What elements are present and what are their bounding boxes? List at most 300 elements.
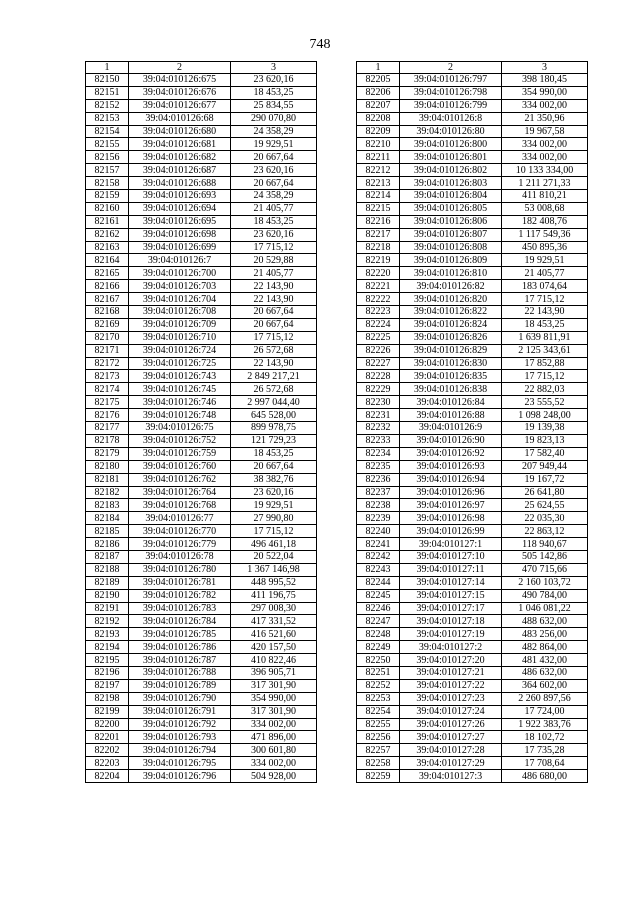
table-row: [86, 383, 317, 396]
table-row: [86, 344, 317, 357]
cadastral-number-cell: 39:04:010126:68: [129, 112, 231, 125]
cadastral-number-cell: 39:04:010126:790: [129, 692, 231, 705]
row-number-cell: 82207: [357, 99, 400, 112]
cadastral-number-cell: 39:04:010127:26: [400, 718, 502, 731]
cadastral-number-cell: 39:04:010126:704: [129, 293, 231, 306]
row-number-cell: 82189: [86, 576, 129, 589]
row-number-cell: 82153: [86, 112, 129, 125]
table-row: [357, 512, 588, 525]
row-number-cell: 82170: [86, 331, 129, 344]
value-cell: 488 632,00: [502, 615, 588, 628]
table-row: [357, 190, 588, 203]
row-number-cell: 82227: [357, 357, 400, 370]
cadastral-number-cell: 39:04:010126:725: [129, 357, 231, 370]
row-number-cell: 82212: [357, 164, 400, 177]
row-number-cell: 82151: [86, 86, 129, 99]
table-row: [86, 447, 317, 460]
table-row: [86, 422, 317, 435]
value-cell: 17 715,12: [231, 331, 317, 344]
cadastral-number-cell: 39:04:010127:11: [400, 563, 502, 576]
value-cell: 20 522,04: [231, 550, 317, 563]
value-cell: 496 461,18: [231, 538, 317, 551]
cadastral-number-cell: 39:04:010127:15: [400, 589, 502, 602]
value-cell: 1 922 383,76: [502, 718, 588, 731]
cadastral-number-cell: 39:04:010126:770: [129, 525, 231, 538]
cadastral-number-cell: 39:04:010126:779: [129, 538, 231, 551]
value-cell: 411 810,21: [502, 190, 588, 203]
cadastral-number-cell: 39:04:010127:21: [400, 666, 502, 679]
value-cell: 17 708,64: [502, 757, 588, 770]
value-cell: 22 143,90: [231, 280, 317, 293]
cadastral-number-cell: 39:04:010126:676: [129, 86, 231, 99]
row-number-cell: 82217: [357, 228, 400, 241]
row-number-cell: 82208: [357, 112, 400, 125]
value-cell: 470 715,66: [502, 563, 588, 576]
value-cell: 19 967,58: [502, 125, 588, 138]
row-number-cell: 82160: [86, 202, 129, 215]
value-cell: 23 620,16: [231, 164, 317, 177]
value-cell: 300 601,80: [231, 744, 317, 757]
value-cell: 448 995,52: [231, 576, 317, 589]
table-row: [86, 744, 317, 757]
cadastral-number-cell: 39:04:010127:24: [400, 705, 502, 718]
table-row: [357, 447, 588, 460]
value-cell: 17 715,12: [231, 241, 317, 254]
cadastral-number-cell: 39:04:010126:781: [129, 576, 231, 589]
cadastral-number-cell: 39:04:010126:797: [400, 74, 502, 87]
row-number-cell: 82244: [357, 576, 400, 589]
table-row: [357, 112, 588, 125]
value-cell: 22 035,30: [502, 512, 588, 525]
table-row: [86, 731, 317, 744]
table-row: [357, 434, 588, 447]
row-number-cell: 82246: [357, 602, 400, 615]
row-number-cell: 82203: [86, 757, 129, 770]
row-number-cell: 82158: [86, 177, 129, 190]
row-number-cell: 82204: [86, 770, 129, 783]
value-cell: 899 978,75: [231, 422, 317, 435]
value-cell: 297 008,30: [231, 602, 317, 615]
cadastral-number-cell: 39:04:010126:709: [129, 318, 231, 331]
value-cell: 1 211 271,33: [502, 177, 588, 190]
row-number-cell: 82255: [357, 718, 400, 731]
cadastral-number-cell: 39:04:010126:743: [129, 370, 231, 383]
value-cell: 26 572,68: [231, 383, 317, 396]
value-cell: 1 367 146,98: [231, 563, 317, 576]
cadastral-number-cell: 39:04:010127:20: [400, 654, 502, 667]
table-row: [86, 718, 317, 731]
cadastral-number-cell: 39:04:010126:8: [400, 112, 502, 125]
row-number-cell: 82186: [86, 538, 129, 551]
header-cell-3: 3: [502, 62, 588, 74]
cadastral-number-cell: 39:04:010126:838: [400, 383, 502, 396]
cadastral-number-cell: 39:04:010126:760: [129, 460, 231, 473]
row-number-cell: 82213: [357, 177, 400, 190]
table-row: [86, 666, 317, 679]
row-number-cell: 82163: [86, 241, 129, 254]
row-number-cell: 82228: [357, 370, 400, 383]
table-row: [86, 641, 317, 654]
cadastral-number-cell: 39:04:010127:28: [400, 744, 502, 757]
cadastral-number-cell: 39:04:010126:693: [129, 190, 231, 203]
value-cell: 483 256,00: [502, 628, 588, 641]
table-row: [357, 473, 588, 486]
row-number-cell: 82229: [357, 383, 400, 396]
cadastral-number-cell: 39:04:010126:835: [400, 370, 502, 383]
value-cell: 334 002,00: [502, 138, 588, 151]
value-cell: 2 849 217,21: [231, 370, 317, 383]
cadastral-number-cell: 39:04:010126:805: [400, 202, 502, 215]
cadastral-number-cell: 39:04:010126:77: [129, 512, 231, 525]
value-cell: 354 990,00: [502, 86, 588, 99]
value-cell: 22 143,90: [231, 293, 317, 306]
row-number-cell: 82196: [86, 666, 129, 679]
table-row: [357, 344, 588, 357]
row-number-cell: 82237: [357, 486, 400, 499]
table-row: [86, 112, 317, 125]
table-row: [357, 215, 588, 228]
value-cell: 1 098 248,00: [502, 409, 588, 422]
table-row: [86, 280, 317, 293]
table-row: [86, 86, 317, 99]
value-cell: 21 405,77: [231, 267, 317, 280]
row-number-cell: 82222: [357, 293, 400, 306]
cadastral-number-cell: 39:04:010126:88: [400, 409, 502, 422]
row-number-cell: 82190: [86, 589, 129, 602]
row-number-cell: 82239: [357, 512, 400, 525]
table-row: [86, 525, 317, 538]
row-number-cell: 82224: [357, 318, 400, 331]
right-table: [356, 61, 588, 783]
value-cell: 18 453,25: [502, 318, 588, 331]
table-row: [86, 499, 317, 512]
cadastral-number-cell: 39:04:010126:694: [129, 202, 231, 215]
cadastral-number-cell: 39:04:010126:78: [129, 550, 231, 563]
value-cell: 23 555,52: [502, 396, 588, 409]
cadastral-number-cell: 39:04:010126:98: [400, 512, 502, 525]
row-number-cell: 82248: [357, 628, 400, 641]
value-cell: 18 453,25: [231, 447, 317, 460]
table-row: [357, 525, 588, 538]
row-number-cell: 82259: [357, 770, 400, 783]
row-number-cell: 82209: [357, 125, 400, 138]
row-number-cell: 82154: [86, 125, 129, 138]
value-cell: 18 453,25: [231, 215, 317, 228]
row-number-cell: 82157: [86, 164, 129, 177]
value-cell: 354 990,00: [231, 692, 317, 705]
cadastral-number-cell: 39:04:010126:822: [400, 306, 502, 319]
row-number-cell: 82233: [357, 434, 400, 447]
value-cell: 22 882,03: [502, 383, 588, 396]
value-cell: 183 074,64: [502, 280, 588, 293]
value-cell: 482 864,00: [502, 641, 588, 654]
value-cell: 486 632,00: [502, 666, 588, 679]
cadastral-number-cell: 39:04:010126:92: [400, 447, 502, 460]
table-row: [357, 254, 588, 267]
page-number: 748: [309, 37, 331, 52]
table-row: [357, 641, 588, 654]
table-row: [86, 460, 317, 473]
value-cell: 19 167,72: [502, 473, 588, 486]
value-cell: 19 929,51: [231, 499, 317, 512]
row-number-cell: 82247: [357, 615, 400, 628]
value-cell: 10 133 334,00: [502, 164, 588, 177]
row-number-cell: 82202: [86, 744, 129, 757]
table-row: [357, 202, 588, 215]
cadastral-number-cell: 39:04:010126:784: [129, 615, 231, 628]
table-row: [86, 628, 317, 641]
table-row: [86, 331, 317, 344]
value-cell: 1 046 081,22: [502, 602, 588, 615]
cadastral-number-cell: 39:04:010126:807: [400, 228, 502, 241]
table-row: [357, 602, 588, 615]
row-number-cell: 82249: [357, 641, 400, 654]
value-cell: 27 990,80: [231, 512, 317, 525]
cadastral-number-cell: 39:04:010126:768: [129, 499, 231, 512]
value-cell: 2 997 044,40: [231, 396, 317, 409]
row-number-cell: 82181: [86, 473, 129, 486]
table-row: [86, 190, 317, 203]
table-row: [357, 383, 588, 396]
value-cell: 2 160 103,72: [502, 576, 588, 589]
row-number-cell: 82240: [357, 525, 400, 538]
value-cell: 17 735,28: [502, 744, 588, 757]
table-row: [86, 486, 317, 499]
row-number-cell: 82175: [86, 396, 129, 409]
row-number-cell: 82180: [86, 460, 129, 473]
cadastral-number-cell: 39:04:010127:14: [400, 576, 502, 589]
value-cell: 1 639 811,91: [502, 331, 588, 344]
row-number-cell: 82185: [86, 525, 129, 538]
row-number-cell: 82167: [86, 293, 129, 306]
table-row: [357, 563, 588, 576]
value-cell: 18 102,72: [502, 731, 588, 744]
table-row: [357, 318, 588, 331]
cadastral-number-cell: 39:04:010126:9: [400, 422, 502, 435]
value-cell: 20 667,64: [231, 151, 317, 164]
cadastral-number-cell: 39:04:010126:748: [129, 409, 231, 422]
value-cell: 17 715,12: [502, 370, 588, 383]
value-cell: 121 729,23: [231, 434, 317, 447]
table-row: [86, 293, 317, 306]
table-row: [357, 125, 588, 138]
cadastral-number-cell: 39:04:010126:93: [400, 460, 502, 473]
cadastral-number-cell: 39:04:010126:801: [400, 151, 502, 164]
cadastral-number-cell: 39:04:010126:829: [400, 344, 502, 357]
table-row: [357, 151, 588, 164]
value-cell: 645 528,00: [231, 409, 317, 422]
cadastral-number-cell: 39:04:010126:800: [400, 138, 502, 151]
row-number-cell: 82216: [357, 215, 400, 228]
table-row: [86, 370, 317, 383]
table-row: [357, 486, 588, 499]
cadastral-number-cell: 39:04:010126:745: [129, 383, 231, 396]
row-number-cell: 82183: [86, 499, 129, 512]
cadastral-number-cell: 39:04:010127:10: [400, 550, 502, 563]
value-cell: 20 667,64: [231, 460, 317, 473]
table-row: [357, 770, 588, 783]
row-number-cell: 82251: [357, 666, 400, 679]
row-number-cell: 82187: [86, 550, 129, 563]
cadastral-number-cell: 39:04:010126:82: [400, 280, 502, 293]
cadastral-number-cell: 39:04:010126:809: [400, 254, 502, 267]
cadastral-number-cell: 39:04:010126:764: [129, 486, 231, 499]
table-row: [357, 460, 588, 473]
row-number-cell: 82211: [357, 151, 400, 164]
value-cell: 420 157,50: [231, 641, 317, 654]
row-number-cell: 82171: [86, 344, 129, 357]
value-cell: 2 260 897,56: [502, 692, 588, 705]
cadastral-number-cell: 39:04:010126:7: [129, 254, 231, 267]
cadastral-number-cell: 39:04:010126:94: [400, 473, 502, 486]
value-cell: 25 834,55: [231, 99, 317, 112]
cadastral-number-cell: 39:04:010126:824: [400, 318, 502, 331]
value-cell: 26 572,68: [231, 344, 317, 357]
table-row: [357, 589, 588, 602]
table-row: [357, 306, 588, 319]
cadastral-number-cell: 39:04:010126:787: [129, 654, 231, 667]
cadastral-number-cell: 39:04:010126:802: [400, 164, 502, 177]
row-number-cell: 82199: [86, 705, 129, 718]
cadastral-number-cell: 39:04:010126:699: [129, 241, 231, 254]
table-row: [357, 615, 588, 628]
cadastral-number-cell: 39:04:010126:810: [400, 267, 502, 280]
cadastral-number-cell: 39:04:010126:75: [129, 422, 231, 435]
row-number-cell: 82238: [357, 499, 400, 512]
header-cell-2: 2: [400, 62, 502, 74]
value-cell: 23 620,16: [231, 228, 317, 241]
cadastral-number-cell: 39:04:010126:788: [129, 666, 231, 679]
cadastral-number-cell: 39:04:010126:708: [129, 306, 231, 319]
table-row: [86, 267, 317, 280]
cadastral-number-cell: 39:04:010126:786: [129, 641, 231, 654]
value-cell: 21 405,77: [231, 202, 317, 215]
value-cell: 22 863,12: [502, 525, 588, 538]
table-row: [357, 241, 588, 254]
cadastral-number-cell: 39:04:010126:681: [129, 138, 231, 151]
table-row: [357, 164, 588, 177]
left-table: [85, 61, 317, 783]
table-row: [357, 280, 588, 293]
cadastral-number-cell: 39:04:010127:3: [400, 770, 502, 783]
value-cell: 364 602,00: [502, 679, 588, 692]
cadastral-number-cell: 39:04:010127:2: [400, 641, 502, 654]
table-row: [357, 177, 588, 190]
row-number-cell: 82218: [357, 241, 400, 254]
value-cell: 24 358,29: [231, 190, 317, 203]
value-cell: 334 002,00: [231, 718, 317, 731]
table-row: [86, 538, 317, 551]
value-cell: 17 724,00: [502, 705, 588, 718]
row-number-cell: 82241: [357, 538, 400, 551]
table-row: [357, 628, 588, 641]
cadastral-number-cell: 39:04:010126:80: [400, 125, 502, 138]
value-cell: 20 667,64: [231, 177, 317, 190]
table-row: [86, 151, 317, 164]
cadastral-number-cell: 39:04:010126:84: [400, 396, 502, 409]
row-number-cell: 82252: [357, 679, 400, 692]
value-cell: 317 301,90: [231, 679, 317, 692]
table-row: [86, 396, 317, 409]
cadastral-number-cell: 39:04:010126:820: [400, 293, 502, 306]
row-number-cell: 82219: [357, 254, 400, 267]
table-row: [357, 692, 588, 705]
row-number-cell: 82179: [86, 447, 129, 460]
table-row: [357, 409, 588, 422]
row-number-cell: 82205: [357, 74, 400, 87]
row-number-cell: 82172: [86, 357, 129, 370]
cadastral-number-cell: 39:04:010127:22: [400, 679, 502, 692]
row-number-cell: 82234: [357, 447, 400, 460]
table-row: [86, 576, 317, 589]
value-cell: 450 895,36: [502, 241, 588, 254]
value-cell: 17 715,12: [231, 525, 317, 538]
table-row: [357, 138, 588, 151]
row-number-cell: 82243: [357, 563, 400, 576]
value-cell: 17 715,12: [502, 293, 588, 306]
row-number-cell: 82230: [357, 396, 400, 409]
row-number-cell: 82206: [357, 86, 400, 99]
value-cell: 481 432,00: [502, 654, 588, 667]
table-row: [86, 589, 317, 602]
cadastral-number-cell: 39:04:010126:710: [129, 331, 231, 344]
table-row: [86, 241, 317, 254]
row-number-cell: 82235: [357, 460, 400, 473]
value-cell: 22 143,90: [231, 357, 317, 370]
value-cell: 334 002,00: [502, 99, 588, 112]
table-row: [86, 202, 317, 215]
value-cell: 416 521,60: [231, 628, 317, 641]
row-number-cell: 82178: [86, 434, 129, 447]
cadastral-number-cell: 39:04:010126:799: [400, 99, 502, 112]
row-number-cell: 82194: [86, 641, 129, 654]
table-row: [357, 99, 588, 112]
cadastral-number-cell: 39:04:010126:792: [129, 718, 231, 731]
row-number-cell: 82156: [86, 151, 129, 164]
cadastral-number-cell: 39:04:010126:677: [129, 99, 231, 112]
value-cell: 38 382,76: [231, 473, 317, 486]
value-cell: 19 929,51: [502, 254, 588, 267]
value-cell: 317 301,90: [231, 705, 317, 718]
table-row: [86, 409, 317, 422]
row-number-cell: 82166: [86, 280, 129, 293]
cadastral-number-cell: 39:04:010126:826: [400, 331, 502, 344]
cadastral-number-cell: 39:04:010126:695: [129, 215, 231, 228]
row-number-cell: 82195: [86, 654, 129, 667]
row-number-cell: 82225: [357, 331, 400, 344]
value-cell: 471 896,00: [231, 731, 317, 744]
table-row: [357, 550, 588, 563]
value-cell: 20 667,64: [231, 306, 317, 319]
cadastral-number-cell: 39:04:010126:746: [129, 396, 231, 409]
cadastral-number-cell: 39:04:010126:808: [400, 241, 502, 254]
table-row: [86, 770, 317, 783]
table-row: [357, 396, 588, 409]
cadastral-number-cell: 39:04:010126:796: [129, 770, 231, 783]
cadastral-number-cell: 39:04:010126:675: [129, 74, 231, 87]
value-cell: 21 350,96: [502, 112, 588, 125]
value-cell: 18 453,25: [231, 86, 317, 99]
cadastral-number-cell: 39:04:010126:703: [129, 280, 231, 293]
row-number-cell: 82236: [357, 473, 400, 486]
row-number-cell: 82191: [86, 602, 129, 615]
header-cell-3: 3: [231, 62, 317, 74]
cadastral-number-cell: 39:04:010126:96: [400, 486, 502, 499]
row-number-cell: 82169: [86, 318, 129, 331]
header-cell-1: 1: [86, 62, 129, 74]
value-cell: 334 002,00: [231, 757, 317, 770]
row-number-cell: 82250: [357, 654, 400, 667]
